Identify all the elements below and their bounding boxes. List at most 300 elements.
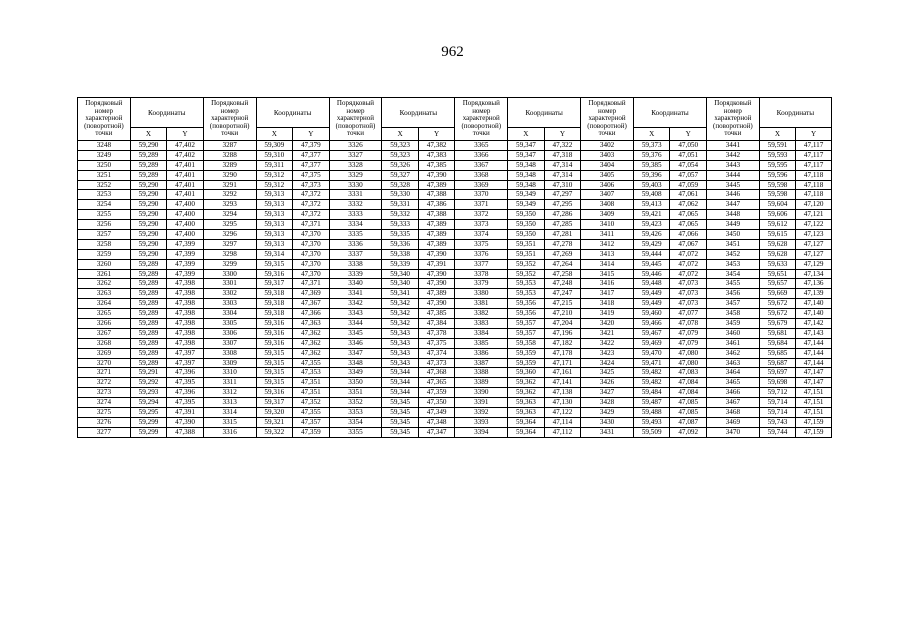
y-cell: 47,248 — [544, 279, 581, 289]
point-number-cell: 3366 — [455, 150, 508, 160]
point-number-cell: 3251 — [78, 170, 131, 180]
table-row — [78, 160, 832, 170]
header-y: Y — [293, 128, 330, 141]
y-cell: 47,118 — [796, 170, 832, 180]
y-cell: 47,398 — [167, 338, 204, 348]
x-cell: 59,351 — [508, 239, 545, 249]
point-number-cell: 3272 — [78, 378, 131, 388]
y-cell: 47,368 — [418, 368, 455, 378]
point-number-cell: 3428 — [581, 398, 634, 408]
point-number-cell: 3403 — [581, 150, 634, 160]
x-cell: 59,289 — [130, 160, 167, 170]
y-cell: 47,286 — [544, 210, 581, 220]
x-cell: 59,299 — [130, 417, 167, 427]
point-number-cell: 3314 — [203, 408, 256, 418]
x-cell: 59,712 — [759, 388, 796, 398]
point-number-cell: 3255 — [78, 210, 131, 220]
y-cell: 47,072 — [670, 259, 707, 269]
point-number-cell: 3273 — [78, 388, 131, 398]
y-cell: 47,398 — [167, 309, 204, 319]
point-number-cell: 3375 — [455, 239, 508, 249]
x-cell: 59,698 — [759, 378, 796, 388]
header-y: Y — [670, 128, 707, 141]
point-number-cell: 3461 — [706, 338, 759, 348]
y-cell: 47,372 — [293, 200, 330, 210]
x-cell: 59,467 — [633, 328, 670, 338]
y-cell: 47,371 — [293, 279, 330, 289]
x-cell: 59,344 — [382, 368, 419, 378]
y-cell: 47,377 — [293, 150, 330, 160]
point-number-cell: 3332 — [329, 200, 382, 210]
point-number-cell: 3405 — [581, 170, 634, 180]
x-cell: 59,323 — [382, 150, 419, 160]
point-number-cell: 3392 — [455, 408, 508, 418]
y-cell: 47,395 — [167, 378, 204, 388]
x-cell: 59,509 — [633, 427, 670, 437]
point-number-cell: 3252 — [78, 180, 131, 190]
y-cell: 47,121 — [796, 210, 832, 220]
point-number-cell: 3354 — [329, 417, 382, 427]
page-number: 962 — [441, 44, 464, 60]
y-cell: 47,079 — [670, 328, 707, 338]
y-cell: 47,065 — [670, 220, 707, 230]
y-cell: 47,369 — [293, 289, 330, 299]
x-cell: 59,604 — [759, 200, 796, 210]
y-cell: 47,151 — [796, 388, 832, 398]
table-row — [78, 427, 832, 437]
point-number-cell: 3262 — [78, 279, 131, 289]
y-cell: 47,281 — [544, 230, 581, 240]
point-number-cell: 3424 — [581, 358, 634, 368]
y-cell: 47,318 — [544, 150, 581, 160]
y-cell: 47,401 — [167, 170, 204, 180]
point-number-cell: 3338 — [329, 259, 382, 269]
point-number-cell: 3267 — [78, 328, 131, 338]
point-number-cell: 3341 — [329, 289, 382, 299]
y-cell: 47,395 — [167, 398, 204, 408]
x-cell: 59,345 — [382, 408, 419, 418]
x-cell: 59,357 — [508, 319, 545, 329]
y-cell: 47,114 — [544, 417, 581, 427]
x-cell: 59,290 — [130, 230, 167, 240]
point-number-cell: 3264 — [78, 299, 131, 309]
table-row — [78, 200, 832, 210]
x-cell: 59,313 — [256, 190, 293, 200]
x-cell: 59,290 — [130, 220, 167, 230]
y-cell: 47,087 — [670, 417, 707, 427]
header-coordinates: Координаты — [256, 98, 329, 128]
y-cell: 47,350 — [418, 398, 455, 408]
point-number-cell: 3373 — [455, 220, 508, 230]
point-number-cell: 3293 — [203, 200, 256, 210]
y-cell: 47,397 — [167, 348, 204, 358]
point-number-cell: 3250 — [78, 160, 131, 170]
y-cell: 47,196 — [544, 328, 581, 338]
x-cell: 59,342 — [382, 309, 419, 319]
point-number-cell: 3442 — [706, 150, 759, 160]
y-cell: 47,399 — [167, 239, 204, 249]
x-cell: 59,295 — [130, 408, 167, 418]
y-cell: 47,396 — [167, 368, 204, 378]
point-number-cell: 3402 — [581, 141, 634, 151]
y-cell: 47,084 — [670, 378, 707, 388]
header-x: X — [130, 128, 167, 141]
y-cell: 47,399 — [167, 259, 204, 269]
point-number-cell: 3326 — [329, 141, 382, 151]
point-number-cell: 3423 — [581, 348, 634, 358]
y-cell: 47,161 — [544, 368, 581, 378]
x-cell: 59,342 — [382, 319, 419, 329]
x-cell: 59,315 — [256, 259, 293, 269]
x-cell: 59,289 — [130, 309, 167, 319]
y-cell: 47,297 — [544, 190, 581, 200]
table-row — [78, 338, 832, 348]
x-cell: 59,352 — [508, 259, 545, 269]
y-cell: 47,388 — [418, 210, 455, 220]
y-cell: 47,264 — [544, 259, 581, 269]
y-cell: 47,067 — [670, 239, 707, 249]
x-cell: 59,291 — [130, 368, 167, 378]
x-cell: 59,697 — [759, 368, 796, 378]
y-cell: 47,073 — [670, 279, 707, 289]
x-cell: 59,743 — [759, 417, 796, 427]
y-cell: 47,351 — [293, 378, 330, 388]
point-number-cell: 3381 — [455, 299, 508, 309]
y-cell: 47,400 — [167, 210, 204, 220]
point-number-cell: 3389 — [455, 378, 508, 388]
x-cell: 59,596 — [759, 170, 796, 180]
x-cell: 59,350 — [508, 220, 545, 230]
y-cell: 47,372 — [293, 190, 330, 200]
y-cell: 47,347 — [418, 427, 455, 437]
y-cell: 47,359 — [293, 427, 330, 437]
point-number-cell: 3307 — [203, 338, 256, 348]
y-cell: 47,141 — [544, 378, 581, 388]
x-cell: 59,327 — [382, 170, 419, 180]
point-number-cell: 3417 — [581, 289, 634, 299]
point-number-cell: 3453 — [706, 259, 759, 269]
y-cell: 47,072 — [670, 269, 707, 279]
x-cell: 59,359 — [508, 348, 545, 358]
table-row — [78, 299, 832, 309]
x-cell: 59,364 — [508, 417, 545, 427]
point-number-cell: 3452 — [706, 249, 759, 259]
point-number-cell: 3385 — [455, 338, 508, 348]
y-cell: 47,122 — [544, 408, 581, 418]
point-number-cell: 3445 — [706, 180, 759, 190]
y-cell: 47,389 — [418, 220, 455, 230]
y-cell: 47,390 — [418, 249, 455, 259]
x-cell: 59,353 — [508, 289, 545, 299]
point-number-cell: 3369 — [455, 180, 508, 190]
header-x: X — [256, 128, 293, 141]
y-cell: 47,061 — [670, 190, 707, 200]
point-number-cell: 3368 — [455, 170, 508, 180]
point-number-cell: 3449 — [706, 220, 759, 230]
header-x: X — [633, 128, 670, 141]
header-coordinates: Координаты — [382, 98, 455, 128]
point-number-cell: 3394 — [455, 427, 508, 437]
point-number-cell: 3388 — [455, 368, 508, 378]
table-row — [78, 239, 832, 249]
x-cell: 59,356 — [508, 309, 545, 319]
y-cell: 47,370 — [293, 259, 330, 269]
y-cell: 47,050 — [670, 141, 707, 151]
header-coordinates: Координаты — [130, 98, 203, 128]
point-number-cell: 3289 — [203, 160, 256, 170]
y-cell: 47,390 — [418, 170, 455, 180]
point-number-cell: 3371 — [455, 200, 508, 210]
x-cell: 59,362 — [508, 378, 545, 388]
point-number-cell: 3454 — [706, 269, 759, 279]
x-cell: 59,448 — [633, 279, 670, 289]
y-cell: 47,210 — [544, 309, 581, 319]
x-cell: 59,466 — [633, 319, 670, 329]
x-cell: 59,316 — [256, 269, 293, 279]
y-cell: 47,138 — [544, 388, 581, 398]
x-cell: 59,289 — [130, 319, 167, 329]
point-number-cell: 3308 — [203, 348, 256, 358]
x-cell: 59,316 — [256, 388, 293, 398]
x-cell: 59,628 — [759, 239, 796, 249]
point-number-cell: 3343 — [329, 309, 382, 319]
point-number-cell: 3406 — [581, 180, 634, 190]
point-number-cell: 3297 — [203, 239, 256, 249]
y-cell: 47,359 — [418, 388, 455, 398]
point-number-cell: 3315 — [203, 417, 256, 427]
header-x: X — [508, 128, 545, 141]
y-cell: 47,385 — [418, 160, 455, 170]
point-number-cell: 3303 — [203, 299, 256, 309]
x-cell: 59,598 — [759, 180, 796, 190]
y-cell: 47,351 — [293, 388, 330, 398]
header-y: Y — [796, 128, 832, 141]
x-cell: 59,449 — [633, 299, 670, 309]
table-row — [78, 309, 832, 319]
coordinates-table — [77, 97, 832, 438]
point-number-cell: 3444 — [706, 170, 759, 180]
x-cell: 59,290 — [130, 249, 167, 259]
x-cell: 59,289 — [130, 358, 167, 368]
x-cell: 59,343 — [382, 358, 419, 368]
x-cell: 59,482 — [633, 368, 670, 378]
x-cell: 59,299 — [130, 427, 167, 437]
x-cell: 59,290 — [130, 190, 167, 200]
x-cell: 59,289 — [130, 170, 167, 180]
x-cell: 59,595 — [759, 160, 796, 170]
table-row — [78, 378, 832, 388]
y-cell: 47,144 — [796, 338, 832, 348]
point-number-cell: 3431 — [581, 427, 634, 437]
y-cell: 47,080 — [670, 358, 707, 368]
point-number-cell: 3270 — [78, 358, 131, 368]
y-cell: 47,390 — [418, 279, 455, 289]
y-cell: 47,391 — [167, 408, 204, 418]
x-cell: 59,323 — [382, 141, 419, 151]
point-number-cell: 3291 — [203, 180, 256, 190]
point-number-cell: 3378 — [455, 269, 508, 279]
x-cell: 59,289 — [130, 289, 167, 299]
table-row — [78, 210, 832, 220]
x-cell: 59,289 — [130, 328, 167, 338]
x-cell: 59,348 — [508, 160, 545, 170]
y-cell: 47,390 — [167, 417, 204, 427]
x-cell: 59,669 — [759, 289, 796, 299]
point-number-cell: 3420 — [581, 319, 634, 329]
point-number-cell: 3447 — [706, 200, 759, 210]
y-cell: 47,118 — [796, 190, 832, 200]
header-y: Y — [418, 128, 455, 141]
x-cell: 59,672 — [759, 309, 796, 319]
y-cell: 47,398 — [167, 279, 204, 289]
y-cell: 47,295 — [544, 200, 581, 210]
point-number-cell: 3339 — [329, 269, 382, 279]
y-cell: 47,117 — [796, 160, 832, 170]
x-cell: 59,445 — [633, 259, 670, 269]
y-cell: 47,314 — [544, 170, 581, 180]
point-number-cell: 3258 — [78, 239, 131, 249]
y-cell: 47,278 — [544, 239, 581, 249]
x-cell: 59,313 — [256, 220, 293, 230]
point-number-cell: 3387 — [455, 358, 508, 368]
point-number-cell: 3352 — [329, 398, 382, 408]
x-cell: 59,289 — [130, 299, 167, 309]
table-row — [78, 180, 832, 190]
table-row — [78, 279, 832, 289]
y-cell: 47,147 — [796, 368, 832, 378]
y-cell: 47,182 — [544, 338, 581, 348]
y-cell: 47,123 — [796, 230, 832, 240]
y-cell: 47,367 — [293, 299, 330, 309]
point-number-cell: 3294 — [203, 210, 256, 220]
point-number-cell: 3377 — [455, 259, 508, 269]
point-number-cell: 3288 — [203, 150, 256, 160]
x-cell: 59,353 — [508, 279, 545, 289]
point-number-cell: 3263 — [78, 289, 131, 299]
x-cell: 59,312 — [256, 170, 293, 180]
point-number-cell: 3313 — [203, 398, 256, 408]
point-number-cell: 3460 — [706, 328, 759, 338]
y-cell: 47,078 — [670, 319, 707, 329]
point-number-cell: 3384 — [455, 328, 508, 338]
y-cell: 47,130 — [544, 398, 581, 408]
point-number-cell: 3457 — [706, 299, 759, 309]
x-cell: 59,344 — [382, 378, 419, 388]
point-number-cell: 3425 — [581, 368, 634, 378]
x-cell: 59,469 — [633, 338, 670, 348]
y-cell: 47,378 — [418, 328, 455, 338]
point-number-cell: 3374 — [455, 230, 508, 240]
table-row — [78, 408, 832, 418]
header-point-number: Порядковый номер характерной (поворотной) точки — [581, 98, 634, 141]
point-number-cell: 3336 — [329, 239, 382, 249]
header-coordinates: Координаты — [508, 98, 581, 128]
x-cell: 59,320 — [256, 408, 293, 418]
x-cell: 59,292 — [130, 378, 167, 388]
y-cell: 47,400 — [167, 220, 204, 230]
table-row — [78, 328, 832, 338]
point-number-cell: 3268 — [78, 338, 131, 348]
y-cell: 47,122 — [796, 220, 832, 230]
y-cell: 47,147 — [796, 378, 832, 388]
x-cell: 59,657 — [759, 279, 796, 289]
x-cell: 59,332 — [382, 210, 419, 220]
y-cell: 47,372 — [293, 210, 330, 220]
y-cell: 47,370 — [293, 239, 330, 249]
header-coordinates: Координаты — [759, 98, 831, 128]
point-number-cell: 3265 — [78, 309, 131, 319]
x-cell: 59,413 — [633, 200, 670, 210]
y-cell: 47,085 — [670, 398, 707, 408]
x-cell: 59,357 — [508, 328, 545, 338]
y-cell: 47,139 — [796, 289, 832, 299]
table-row — [78, 388, 832, 398]
x-cell: 59,318 — [256, 309, 293, 319]
point-number-cell: 3376 — [455, 249, 508, 259]
point-number-cell: 3408 — [581, 200, 634, 210]
y-cell: 47,401 — [167, 190, 204, 200]
y-cell: 47,258 — [544, 269, 581, 279]
x-cell: 59,343 — [382, 338, 419, 348]
point-number-cell: 3309 — [203, 358, 256, 368]
y-cell: 47,397 — [167, 358, 204, 368]
point-number-cell: 3348 — [329, 358, 382, 368]
point-number-cell: 3380 — [455, 289, 508, 299]
point-number-cell: 3259 — [78, 249, 131, 259]
y-cell: 47,402 — [167, 141, 204, 151]
table-row — [78, 398, 832, 408]
x-cell: 59,482 — [633, 378, 670, 388]
point-number-cell: 3466 — [706, 388, 759, 398]
point-number-cell: 3450 — [706, 230, 759, 240]
y-cell: 47,269 — [544, 249, 581, 259]
x-cell: 59,341 — [382, 289, 419, 299]
x-cell: 59,444 — [633, 249, 670, 259]
x-cell: 59,373 — [633, 141, 670, 151]
header-point-number: Порядковый номер характерной (поворотной) точки — [455, 98, 508, 141]
x-cell: 59,315 — [256, 368, 293, 378]
point-number-cell: 3249 — [78, 150, 131, 160]
y-cell: 47,057 — [670, 170, 707, 180]
point-number-cell: 3333 — [329, 210, 382, 220]
y-cell: 47,215 — [544, 299, 581, 309]
y-cell: 47,398 — [167, 289, 204, 299]
x-cell: 59,350 — [508, 230, 545, 240]
y-cell: 47,127 — [796, 249, 832, 259]
y-cell: 47,143 — [796, 328, 832, 338]
x-cell: 59,348 — [508, 170, 545, 180]
y-cell: 47,363 — [293, 319, 330, 329]
y-cell: 47,112 — [544, 427, 581, 437]
x-cell: 59,313 — [256, 210, 293, 220]
y-cell: 47,349 — [418, 408, 455, 418]
point-number-cell: 3430 — [581, 417, 634, 427]
point-number-cell: 3300 — [203, 269, 256, 279]
table-header — [78, 98, 832, 141]
y-cell: 47,389 — [418, 289, 455, 299]
y-cell: 47,388 — [418, 190, 455, 200]
y-cell: 47,120 — [796, 200, 832, 210]
x-cell: 59,338 — [382, 249, 419, 259]
y-cell: 47,377 — [293, 160, 330, 170]
y-cell: 47,399 — [167, 269, 204, 279]
point-number-cell: 3411 — [581, 230, 634, 240]
point-number-cell: 3340 — [329, 279, 382, 289]
x-cell: 59,628 — [759, 249, 796, 259]
y-cell: 47,388 — [167, 427, 204, 437]
y-cell: 47,285 — [544, 220, 581, 230]
x-cell: 59,684 — [759, 338, 796, 348]
